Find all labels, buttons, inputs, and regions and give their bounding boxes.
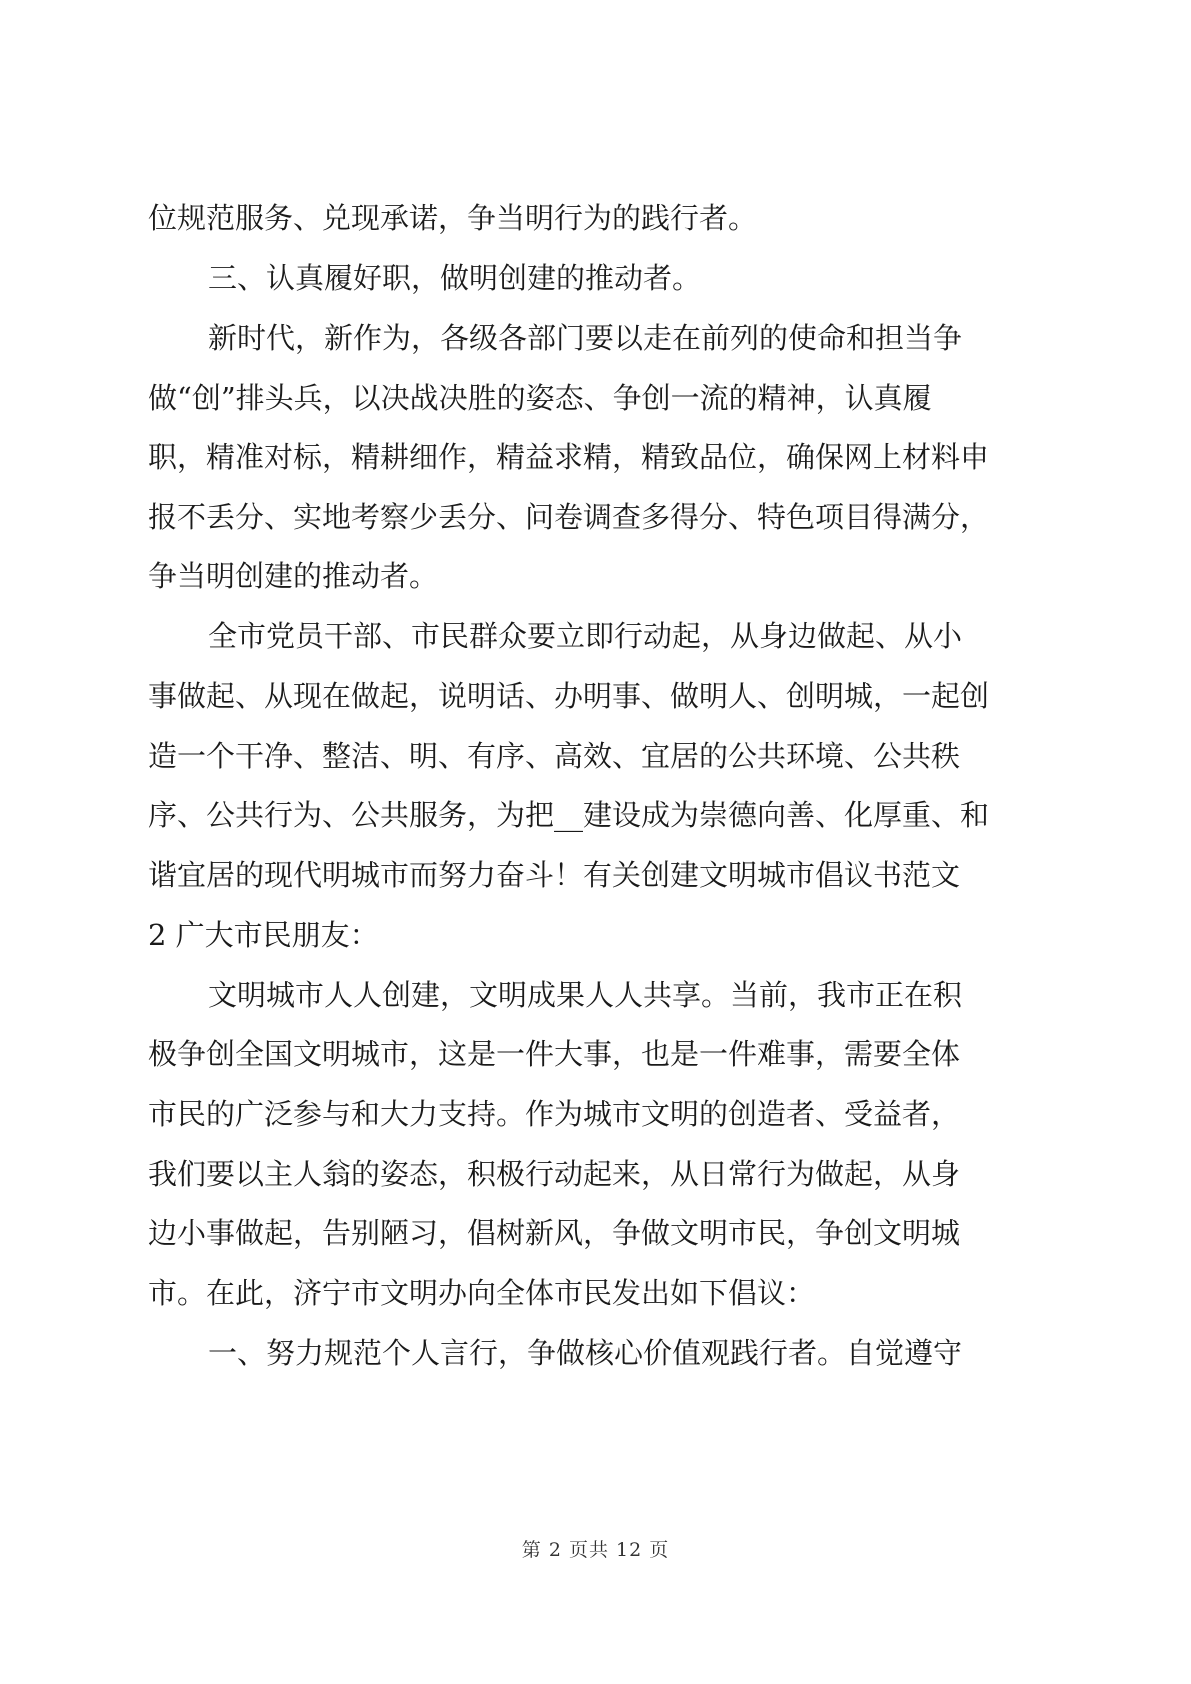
paragraph-first-line: 文明城市人人创建，文明成果人人共享。当前，我市正在积: [208, 978, 963, 1012]
text-line: 事做起、从现在做起，说明话、办明事、做明人、创明城，一起创: [148, 679, 990, 713]
paragraph-first-line: 全市党员干部、市民群众要立即行动起，从身边做起、从小: [208, 619, 963, 653]
text-line: 我们要以主人翁的姿态，积极行动起来，从日常行为做起，从身: [148, 1157, 961, 1191]
text-line: 边小事做起，告别陋习，倡树新风，争做文明市民，争创文明城: [148, 1216, 961, 1250]
text-line: 做“创”排头兵，以决战决胜的姿态、争创一流的精神，认真履: [148, 381, 932, 415]
text-line: 争当明创建的推动者。: [148, 559, 439, 593]
text-line: 位规范服务、兑现承诺，争当明行为的践行者。: [148, 201, 758, 235]
text-line: 序、公共行为、公共服务，为把__建设成为崇德向善、化厚重、和: [148, 798, 990, 832]
text-line: 谐宜居的现代明城市而努力奋斗！有关创建文明城市倡议书范文: [148, 858, 961, 892]
text-line: 报不丢分、实地考察少丢分、问卷调查多得分、特色项目得满分，: [148, 500, 990, 534]
text-line: 市民的广泛参与和大力支持。作为城市文明的创造者、受益者，: [148, 1097, 961, 1131]
paragraph-first-line: 一、努力规范个人言行，争做核心价值观践行者。自觉遵守: [208, 1336, 963, 1370]
section-heading: 三、认真履好职，做明创建的推动者。: [208, 261, 702, 295]
text-line: 造一个干净、整洁、明、有序、高效、宜居的公共环境、公共秩: [148, 739, 961, 773]
text-line: 极争创全国文明城市，这是一件大事，也是一件难事，需要全体: [148, 1037, 961, 1071]
text-line: 2 广大市民朋友：: [148, 918, 379, 952]
text-line: 市。在此，济宁市文明办向全体市民发出如下倡议：: [148, 1276, 816, 1310]
page-number-footer: 第 2 页共 12 页: [521, 1539, 670, 1561]
paragraph-first-line: 新时代，新作为，各级各部门要以走在前列的使命和担当争: [208, 321, 963, 355]
text-line: 职，精准对标，精耕细作，精益求精，精致品位，确保网上材料申: [148, 440, 990, 474]
